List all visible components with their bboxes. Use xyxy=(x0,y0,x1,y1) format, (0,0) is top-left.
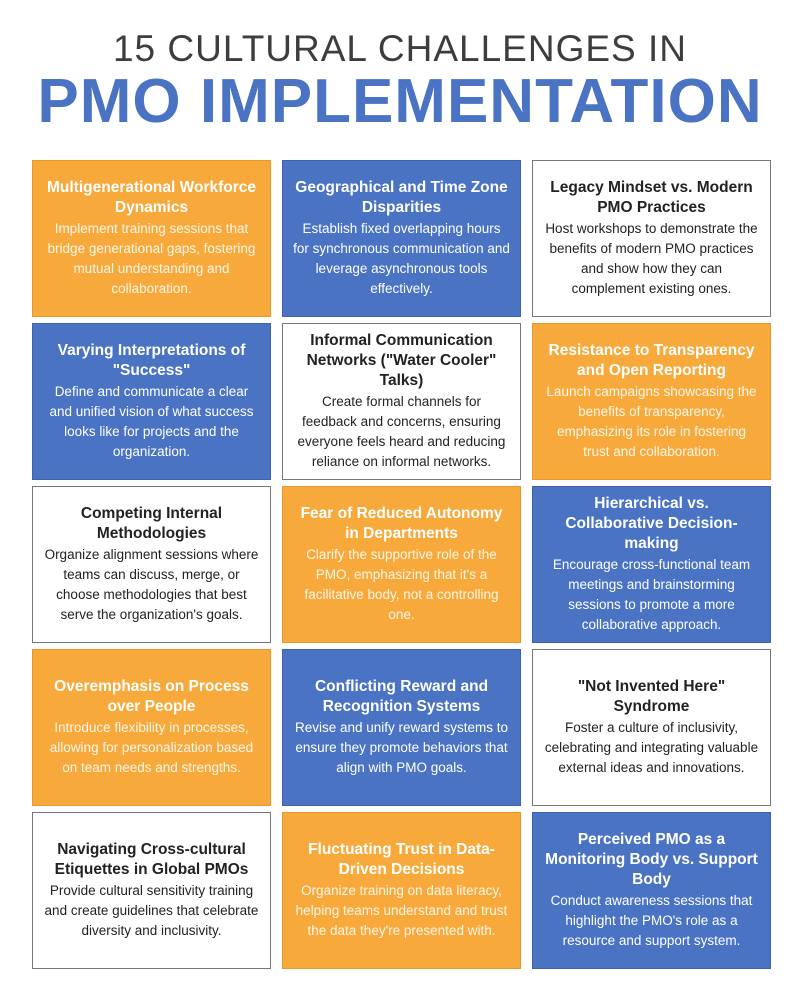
card-description: Clarify the supportive role of the PMO, emphasizing that it's a facilitative body, not a controlling one. xyxy=(304,547,499,622)
card-legacy-mindset xyxy=(532,160,771,317)
card-competing-methodologies xyxy=(32,486,271,643)
card-description: Create formal channels for feedback and concerns, ensuring everyone feels heard and reducing reliance on informal networks. xyxy=(297,394,506,469)
card-title: Navigating Cross-cultural Etiquettes in Global PMOs xyxy=(54,841,249,878)
card-fluctuating-trust xyxy=(282,812,521,969)
card-title: Overemphasis on Process over People xyxy=(54,678,249,715)
card-description: Organize training on data literacy, helping teams understand and trust the data they're presented with. xyxy=(295,883,508,938)
card-description: Host workshops to demonstrate the benefits of modern PMO practices and show how they can complement existing ones. xyxy=(545,221,758,296)
card-title: Geographical and Time Zone Disparities xyxy=(295,179,508,216)
card-title: Fluctuating Trust in Data-Driven Decisions xyxy=(308,841,495,878)
card-hierarchical-vs-collaborative xyxy=(532,486,771,643)
card-title: Informal Communication Networks ("Water Cooler" Talks) xyxy=(306,332,497,389)
card-description: Revise and unify reward systems to ensure they promote behaviors that align with PMO goals. xyxy=(294,720,509,775)
card-title: Perceived PMO as a Monitoring Body vs. Support Body xyxy=(545,831,758,888)
card-description: Introduce flexibility in processes, allowing for personalization based on team needs and strengths. xyxy=(49,720,254,775)
card-resistance-transparency xyxy=(532,323,771,480)
card-title: Hierarchical vs. Collaborative Decision-making xyxy=(565,495,738,552)
card-title: Multigenerational Workforce Dynamics xyxy=(47,179,256,216)
card-description: Provide cultural sensitivity training and create guidelines that celebrate diversity and inclusivity. xyxy=(44,883,259,938)
card-description: Implement training sessions that bridge generational gaps, fostering mutual understanding and collaboration. xyxy=(47,221,256,296)
card-geographical-time-zone xyxy=(282,160,521,317)
card-title: Varying Interpretations of "Success" xyxy=(57,342,246,379)
card-title: Resistance to Transparency and Open Reporting xyxy=(548,342,755,379)
card-not-invented-here xyxy=(532,649,771,806)
card-informal-communication xyxy=(282,323,521,480)
card-title: Conflicting Reward and Recognition Systems xyxy=(314,678,489,715)
card-title: Legacy Mindset vs. Modern PMO Practices xyxy=(550,179,753,216)
card-cross-cultural-etiquettes xyxy=(32,812,271,969)
card-title: Fear of Reduced Autonomy in Departments xyxy=(300,505,503,542)
card-description: Foster a culture of inclusivity, celebrating and integrating valuable external ideas and innovations. xyxy=(544,720,759,775)
title-line-1: 15 CULTURAL CHALLENGES IN xyxy=(112,28,687,69)
card-varying-interpretations xyxy=(32,323,271,480)
card-description: Define and communicate a clear and unified vision of what success looks like for projects and the organization. xyxy=(49,384,254,459)
card-description: Encourage cross-functional team meetings and brainstorming sessions to promote a more collaborative approach. xyxy=(552,557,751,632)
card-description: Establish fixed overlapping hours for synchronous communication and leverage asynchronous tools effectively. xyxy=(293,221,510,296)
card-description: Organize alignment sessions where teams can discuss, merge, or choose methodologies that best serve the organization's goals. xyxy=(44,547,259,622)
card-conflicting-reward xyxy=(282,649,521,806)
card-title: "Not Invented Here" Syndrome xyxy=(577,678,726,715)
card-title: Competing Internal Methodologies xyxy=(80,505,223,542)
card-multigenerational-workforce xyxy=(32,160,271,317)
title-line-2: PMO IMPLEMENTATION xyxy=(37,67,763,136)
card-description: Launch campaigns showcasing the benefits of transparency, emphasizing its role in fostering trust and collaboration. xyxy=(546,384,757,459)
challenge-grid xyxy=(32,160,772,969)
card-overemphasis-process xyxy=(32,649,271,806)
card-perceived-pmo-monitoring xyxy=(532,812,771,969)
card-description: Conduct awareness sessions that highlight the PMO's role as a resource and support system. xyxy=(550,893,753,948)
card-fear-reduced-autonomy xyxy=(282,486,521,643)
